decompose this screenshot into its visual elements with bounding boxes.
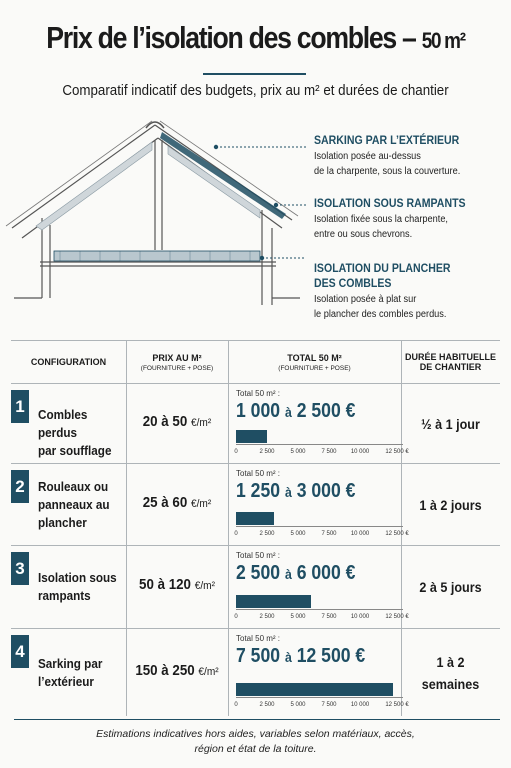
duration-line: ½ à 1 jour bbox=[421, 415, 480, 432]
duration-line: 2 à 5 jours bbox=[419, 579, 482, 595]
axis-tick-label: 7 500 bbox=[321, 449, 337, 455]
row-number-badge: 1 bbox=[11, 390, 29, 423]
row-number-badge: 2 bbox=[11, 470, 29, 503]
total-bar bbox=[236, 430, 267, 443]
axis-tick-label: 0 bbox=[234, 449, 238, 455]
title-divider bbox=[203, 73, 306, 75]
row-duration bbox=[406, 413, 495, 435]
total-label: Total 50 m² : bbox=[236, 469, 281, 478]
price-unit: €/m² bbox=[194, 580, 215, 592]
callout-plancher-desc-2: le plancher des combles perdus. bbox=[314, 309, 447, 320]
configuration-line: rampants bbox=[38, 588, 91, 603]
total-min: 1 000 bbox=[236, 400, 281, 422]
configuration-line: par soufflage bbox=[38, 442, 112, 458]
callout-plancher-desc-1: Isolation posée à plat sur bbox=[314, 294, 417, 305]
row-configuration bbox=[38, 406, 117, 460]
duration-line: semaines bbox=[421, 675, 480, 692]
axis-tick-label: 5 000 bbox=[290, 702, 306, 708]
axis-tick-label: 7 500 bbox=[321, 702, 337, 708]
footer-divider bbox=[14, 719, 500, 720]
total-range bbox=[236, 645, 365, 668]
total-min: 7 500 bbox=[236, 645, 281, 667]
price-value: 20 à 50 bbox=[142, 413, 188, 430]
header-price: PRIX AU M² (FOURNITURE + POSE) bbox=[140, 352, 214, 372]
total-bar bbox=[236, 595, 311, 608]
axis-tick-label: 7 500 bbox=[321, 531, 337, 537]
axis-tick-label: 2 500 bbox=[259, 702, 275, 708]
total-label: Total 50 m² : bbox=[236, 389, 281, 398]
axis-tick-label: 2 500 bbox=[259, 449, 275, 455]
row-divider bbox=[11, 628, 500, 629]
price-unit: €/m² bbox=[190, 497, 212, 510]
callout-plancher-title-2: DES COMBLES bbox=[314, 276, 392, 290]
duration-line: 1 à 2 bbox=[436, 653, 465, 670]
row-configuration bbox=[38, 569, 117, 605]
col-divider bbox=[401, 341, 402, 716]
configuration-line: panneaux au bbox=[38, 496, 110, 512]
range-connector: à bbox=[284, 484, 292, 500]
axis-tick-label: 0 bbox=[234, 531, 238, 537]
row-duration bbox=[406, 576, 495, 598]
price-value: 50 à 120 bbox=[139, 577, 191, 593]
range-connector: à bbox=[284, 404, 292, 420]
configuration-line: Rouleaux ou bbox=[38, 478, 109, 494]
title-unit: 50 m² bbox=[421, 28, 465, 53]
total-max: 2 500 € bbox=[296, 400, 356, 422]
bar-axis bbox=[236, 697, 403, 698]
total-max: 3 000 € bbox=[296, 480, 356, 502]
row-number-badge: 3 bbox=[11, 552, 29, 585]
axis-tick-label: 0 bbox=[234, 702, 238, 708]
total-max: 12 500 € bbox=[296, 645, 366, 667]
callout-rampants-desc-2: entre ou sous chevrons. bbox=[314, 229, 413, 240]
axis-tick-label: 12 500 € bbox=[385, 449, 409, 455]
row-price bbox=[130, 663, 224, 679]
header-total: TOTAL 50 M² (FOURNITURE + POSE) bbox=[278, 352, 351, 372]
axis-tick-label: 12 500 € bbox=[385, 531, 409, 537]
total-min: 2 500 bbox=[236, 562, 281, 584]
footer-note: Estimations indicatives hors aides, variables selon matériaux, accès, région et état de la toiture. bbox=[96, 728, 415, 755]
axis-tick-label: 5 000 bbox=[290, 531, 306, 537]
duration-line: 1 à 2 jours bbox=[419, 496, 482, 513]
axis-tick-label: 2 500 bbox=[259, 531, 275, 537]
callout-plancher-title-1: ISOLATION DU PLANCHER bbox=[314, 261, 451, 275]
axis-tick-label: 10 000 bbox=[350, 614, 370, 620]
table-header-border bbox=[11, 383, 500, 384]
total-label: Total 50 m² : bbox=[236, 634, 281, 643]
range-connector: à bbox=[284, 649, 292, 665]
total-label: Total 50 m² : bbox=[236, 551, 281, 560]
total-bar bbox=[236, 512, 274, 525]
total-range bbox=[236, 480, 355, 503]
callout-sarking-desc-2: de la charpente, sous la couverture. bbox=[314, 166, 461, 177]
row-price bbox=[130, 577, 224, 593]
row-configuration bbox=[38, 478, 117, 532]
axis-tick-label: 0 bbox=[234, 614, 238, 620]
row-price bbox=[130, 495, 224, 511]
price-unit: €/m² bbox=[198, 665, 219, 678]
page-title: Prix de l’isolation des combles – 50 m² bbox=[46, 20, 465, 55]
row-divider bbox=[11, 463, 500, 464]
range-connector: à bbox=[284, 566, 292, 582]
total-max: 6 000 € bbox=[296, 562, 356, 584]
bar-axis bbox=[236, 444, 403, 445]
bar-axis bbox=[236, 526, 403, 527]
axis-tick-label: 7 500 bbox=[321, 614, 337, 620]
total-range bbox=[236, 562, 355, 585]
total-range bbox=[236, 400, 355, 423]
row-duration bbox=[406, 651, 495, 695]
page-subtitle: Comparatif indicatif des budgets, prix au m² et durées de chantier bbox=[62, 83, 449, 99]
header-config: CONFIGURATION bbox=[30, 357, 107, 367]
total-min: 1 250 bbox=[236, 480, 281, 502]
callout-rampants-desc-1: Isolation fixée sous la charpente, bbox=[314, 214, 449, 225]
col-divider bbox=[228, 341, 229, 716]
row-divider bbox=[11, 545, 500, 546]
configuration-line: plancher bbox=[38, 514, 87, 530]
header-duration: DURÉE HABITUELLE DE CHANTIER bbox=[404, 352, 496, 372]
axis-tick-label: 5 000 bbox=[290, 614, 306, 620]
callout-rampants-title: ISOLATION SOUS RAMPANTS bbox=[314, 196, 466, 210]
total-bar bbox=[236, 683, 393, 696]
configuration-line: Isolation sous bbox=[38, 570, 117, 585]
configuration-line: Sarking par bbox=[38, 655, 103, 671]
col-divider bbox=[126, 341, 127, 716]
row-configuration bbox=[38, 655, 117, 691]
row-number-badge: 4 bbox=[11, 635, 29, 668]
bar-axis bbox=[236, 609, 403, 610]
price-unit: €/m² bbox=[190, 416, 212, 429]
price-value: 25 à 60 bbox=[142, 494, 188, 511]
axis-tick-label: 2 500 bbox=[259, 614, 275, 620]
row-price bbox=[130, 414, 224, 430]
callout-sarking-title: SARKING PAR L’EXTÉRIEUR bbox=[314, 133, 460, 147]
axis-tick-label: 10 000 bbox=[350, 531, 370, 537]
configuration-line: l’extérieur bbox=[38, 673, 94, 689]
axis-tick-label: 12 500 € bbox=[385, 614, 409, 620]
row-duration bbox=[406, 494, 495, 516]
axis-tick-label: 10 000 bbox=[350, 702, 370, 708]
configuration-line: Combles perdus bbox=[38, 406, 88, 440]
price-value: 150 à 250 bbox=[135, 662, 195, 679]
axis-tick-label: 10 000 bbox=[350, 449, 370, 455]
callout-sarking-desc-1: Isolation posée au-dessus bbox=[314, 151, 421, 162]
axis-tick-label: 5 000 bbox=[290, 449, 306, 455]
axis-tick-label: 12 500 € bbox=[385, 702, 409, 708]
